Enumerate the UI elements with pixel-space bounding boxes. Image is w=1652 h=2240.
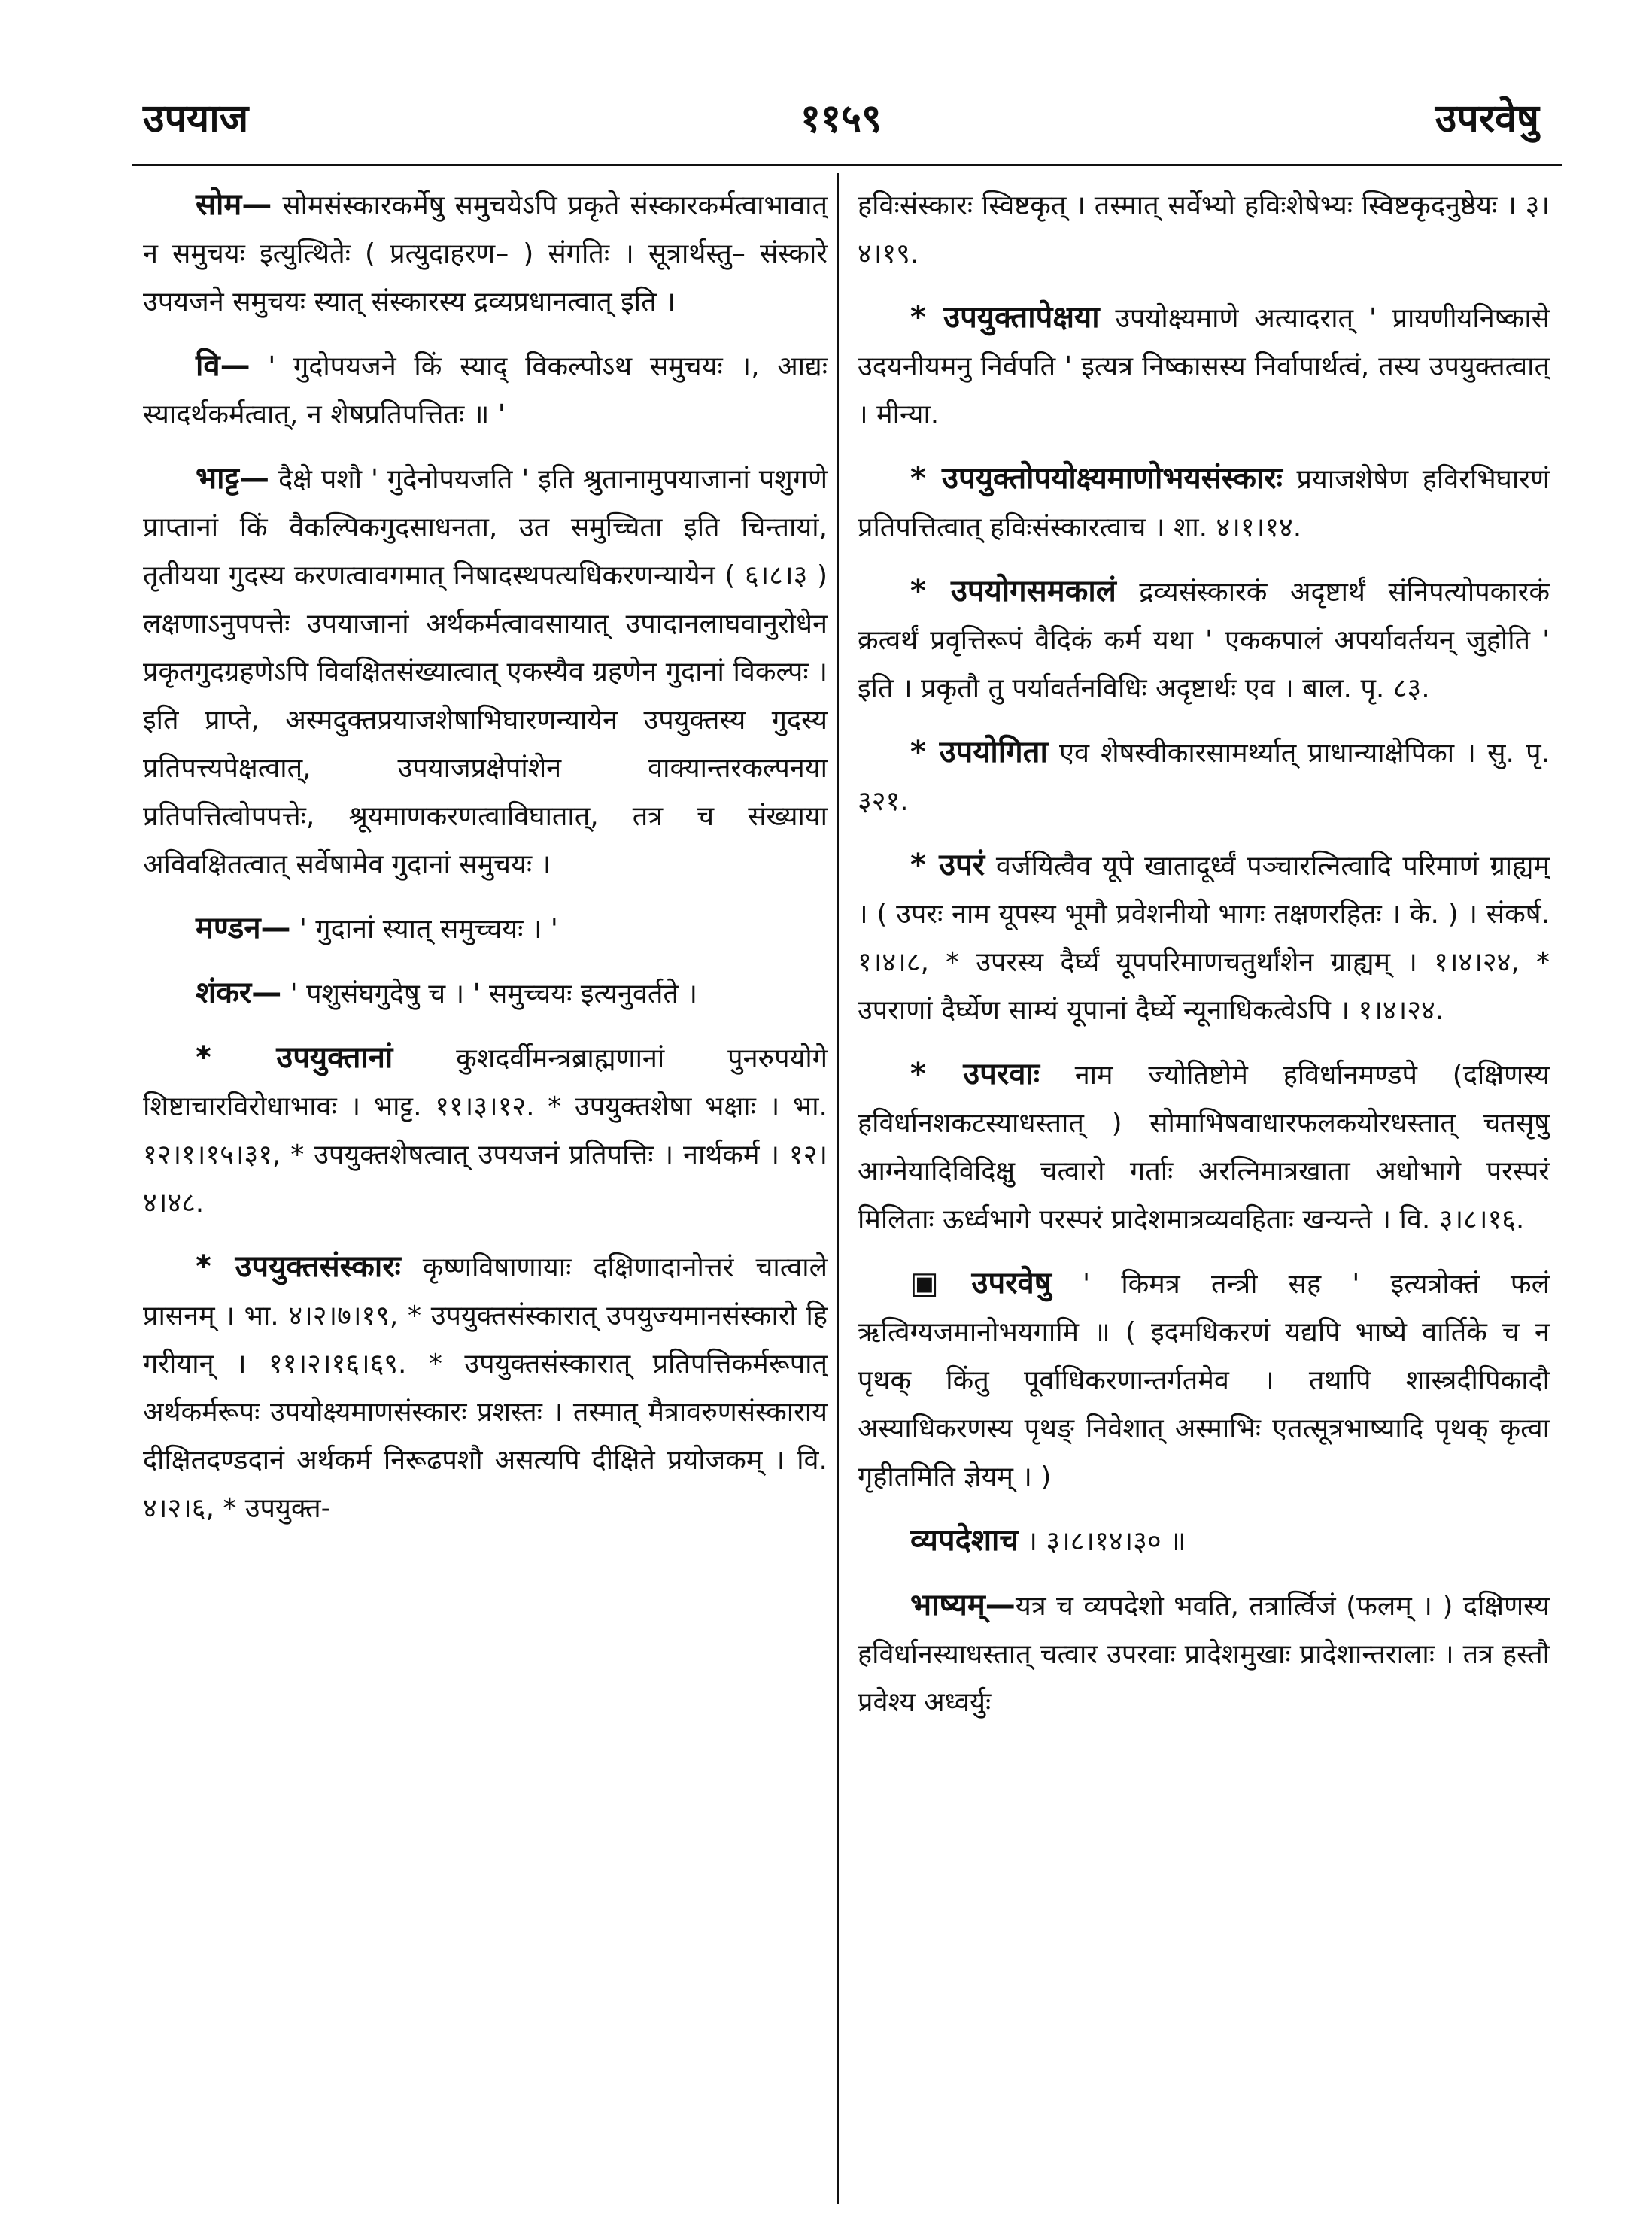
entry-text: द्रव्यसंस्कारकं अदृष्टार्थं संनिपत्योपकारकं क्रत्वर्थं प्रवृत्तिरूपं वैदिकं कर्म यथा ' एककपालं अपर्यावर्तयन् जुहोति ' इति । प्रकृतौ तु पर्यावर्तनविधिः अदृष्टार्थः एव । बाल. पृ. ८३. — [858, 577, 1550, 704]
entry-paragraph — [858, 181, 1550, 278]
entry-term: * उपयोगिता — [910, 735, 1048, 769]
entry-term: * उपयोगसमकालं — [910, 574, 1116, 609]
left-column — [143, 181, 828, 2211]
entry-text: कृष्णविषाणायाः दक्षिणादानोत्तरं चात्वाले प्रासनम् । भा. ४।२।७।१९, * उपयुक्तसंस्कारात् उपयुज्यमानसंस्कारो हि गरीयान् । ११।२।१६।६९. * उपयुक्तसंस्कारात् प्रतिपत्तिकर्मरूपात् अर्थकर्मरूपः उपयोक्ष्यमाणसंस्कारः प्रशस्तः । तस्मात् मैत्रावरुणसंस्काराय दीक्षितदण्डदानं अर्थकर्म निरूढपशौ असत्यपि दीक्षिते प्रयोजकम् । वि. ४।२।६, * उपयुक्त- — [143, 1252, 828, 1524]
entry-paragraph — [143, 904, 828, 954]
entry-paragraph — [143, 1033, 828, 1228]
header-right-word: उपरवेषु — [1435, 96, 1539, 141]
entry-text: उपयोक्ष्यमाणे अत्यादरात् ' प्रायणीयनिष्कासे उदयनीयमनु निर्वपति ' इत्यत्र निष्कासस्य निर्वापार्थत्वं, तस्य उपयुक्तत्वात् । मीन्या. — [858, 303, 1550, 430]
entry-text: हविःसंस्कारः स्विष्टकृत् । तस्मात् सर्वेभ्यो हविःशेषेभ्यः स्विष्टकृदनुष्ठेयः । ३।४।१९. — [858, 190, 1550, 269]
column-divider — [837, 173, 839, 2204]
entry-paragraph — [143, 181, 828, 326]
entry-term: सोम— — [196, 187, 272, 222]
header-left-word: उपयाज — [143, 96, 249, 141]
entry-text: ' पशुसंघगुदेषु च । ' समुच्चयः इत्यनुवर्तते । — [281, 979, 697, 1009]
entry-text: ' गुदोपयजने किं स्याद् विकल्पोऽथ समुचयः ।, आद्यः स्यादर्थकर्मत्वात्, न शेषप्रतिपत्तितः ॥ ' — [143, 351, 828, 430]
entry-term: भाट्ट— — [196, 461, 270, 496]
entry-term: वि— — [196, 348, 251, 383]
entry-paragraph — [858, 293, 1550, 439]
entry-text: कुशदर्वीमन्त्रब्राह्मणानां पुनरुपयोगे शिष्टाचारविरोधाभावः । भाट्ट. ११।३।१२. * उपयुक्तशेषा भक्षाः । भा. १२।१।१५।३१, * उपयुक्तशेषत्वात् उपयजनं प्रतिपत्तिः । नार्थकर्म । १२।४।४८. — [143, 1043, 828, 1219]
entry-paragraph — [858, 1581, 1550, 1727]
entry-paragraph — [858, 841, 1550, 1035]
entry-text: ' गुदानां स्यात् समुच्चयः । ' — [290, 914, 558, 945]
entry-paragraph — [143, 1243, 828, 1533]
entry-term: * उपरवाः — [910, 1057, 1040, 1091]
entry-text: दैक्षे पशौ ' गुदेनोपयजति ' इति श्रुतानामुपयाजानां पशुगणे प्राप्तानां किं वैकल्पिकगुदसाधनता, उत समुच्चिता इति चिन्तायां, तृतीयया गुदस्य करणत्वावगमात् निषादस्थपत्यधिकरणन्यायेन ( ६।८।३ ) लक्षणाऽनुपपत्तेः उपयाजानां अर्थकर्मत्वावसायात् उपादानलाघवानुरोधेन प्रकृतगुदग्रहणेऽपि विवक्षितसंख्यात्वात् एकस्यैव ग्रहणेन गुदानां विकल्पः । इति प्राप्ते, अस्मदुक्तप्रयाजशेषाभिघारणन्यायेन उपयुक्तस्य गुदस्य प्रतिपत्त्यपेक्षत्वात्, उपयाजप्रक्षेपांशेन वाक्यान्तरकल्पनया प्रतिपत्तित्वोपपत्तेः, श्रूयमाणकरणत्वाविघातात्, तत्र च संख्याया अविवक्षितत्वात् सर्वेषामेव गुदानां समुचयः । — [143, 464, 828, 880]
entry-paragraph — [858, 1259, 1550, 1501]
page-header — [143, 90, 1539, 150]
entry-paragraph — [143, 341, 828, 439]
entry-term: * उपयुक्तापेक्षया — [910, 300, 1100, 335]
entry-term: शंकर— — [196, 976, 282, 1010]
entry-paragraph — [143, 969, 828, 1018]
entry-term: * उपयुक्तोपयोक्ष्यमाणोभयसंस्कारः — [910, 461, 1283, 496]
entry-text: । ३।८।१४।३० ॥ — [1018, 1526, 1186, 1557]
entry-paragraph — [858, 728, 1550, 826]
entry-term: मण्डन— — [196, 911, 291, 945]
entry-text: ' किमत्र तन्त्री सह ' इत्यत्रोक्तं फलं ऋत्विग्यजमानोभयगामि ॥ ( इदमधिकरणं यद्यपि भाष्ये वार्तिके च न पृथक् किंतु पूर्वाधिकरणान्तर्गतमेव । तथापि शास्त्रदीपिकादौ अस्याधिकरणस्य पृथङ् निवेशात् अस्माभिः एतत्सूत्रभाष्यादि पृथक् कृत्वा गृहीतमिति ज्ञेयम् । ) — [858, 1269, 1550, 1492]
right-column — [858, 181, 1550, 2211]
entry-text: यत्र च व्यपदेशो भवति, तत्रार्त्विजं (फलम् । ) दक्षिणस्य हविर्धानस्याधस्तात् चत्वार उपरवाः प्रादेशमुखाः प्रादेशान्तरालाः । तत्र हस्तौ प्रवेश्य अध्वर्युः — [858, 1591, 1550, 1718]
entry-text: प्रयाजशेषेण हविरभिघारणं प्रतिपत्तित्वात् हविःसंस्कारत्वाच । शा. ४।१।१४. — [858, 464, 1550, 543]
entry-paragraph — [858, 567, 1550, 713]
entry-term: व्यपदेशाच — [910, 1523, 1019, 1558]
entry-term: भाष्यम्— — [910, 1588, 1016, 1622]
entry-term: * उपरं — [910, 848, 985, 882]
entry-text: एव शेषस्वीकारसामर्थ्यात् प्राधान्याक्षेपिका । सु. पृ. ३२१. — [858, 738, 1550, 817]
entry-text: वर्जयित्वैव यूपे खातादूर्ध्वं पञ्चारत्नित्वादि परिमाणं ग्राह्यम् । ( उपरः नाम यूपस्य भूमौ प्रवेशनीयो भागः तक्षणरहितः । के. ) । संकर्ष. १।४।८, * उपरस्य दैर्घ्यं यूपपरिमाणचतुर्थांशेन ग्राह्यम् । १।४।२४, * उपराणां दैर्घ्येण साम्यं यूपानां दैर्घ्ये न्यूनाधिकत्वेऽपि । १।४।२४. — [858, 851, 1550, 1026]
entry-paragraph — [858, 454, 1550, 552]
entry-paragraph — [858, 1050, 1550, 1244]
entry-text: सोमसंस्कारकर्मेषु समुचयेऽपि प्रकृते संस्कारकर्मत्वाभावात् न समुचयः इत्युत्थितेः ( प्रत्युदाहरण– ) संगतिः । सूत्रार्थस्तु– संस्कारे उपयजने समुचयः स्यात् संस्कारस्य द्रव्यप्रधानत्वात् इति । — [143, 190, 828, 317]
entry-term: * उपयुक्तसंस्कारः — [196, 1249, 401, 1284]
page-number: ११५९ — [800, 96, 882, 141]
entry-term: * उपयुक्तानां — [196, 1040, 393, 1075]
entry-text: नाम ज्योतिष्टोमे हविर्धानमण्डपे (दक्षिणस्य हविर्धानशकटस्याधस्तात् ) सोमाभिषवाधारफलकयोरधस्तात् चतसृषु आग्नेयादिविदिक्षु चत्वारो गर्ताः अरत्निमात्रखाता अधोभागे परस्परं मिलिताः ऊर्ध्वभागे परस्परं प्रादेशमात्रव्यवहिताः खन्यन्ते । वि. ३।८।१६. — [858, 1060, 1550, 1235]
entry-paragraph — [143, 454, 828, 889]
entry-paragraph — [858, 1516, 1550, 1566]
header-rule — [132, 164, 1562, 166]
entry-term: ▣ उपरवेषु — [910, 1266, 1052, 1301]
